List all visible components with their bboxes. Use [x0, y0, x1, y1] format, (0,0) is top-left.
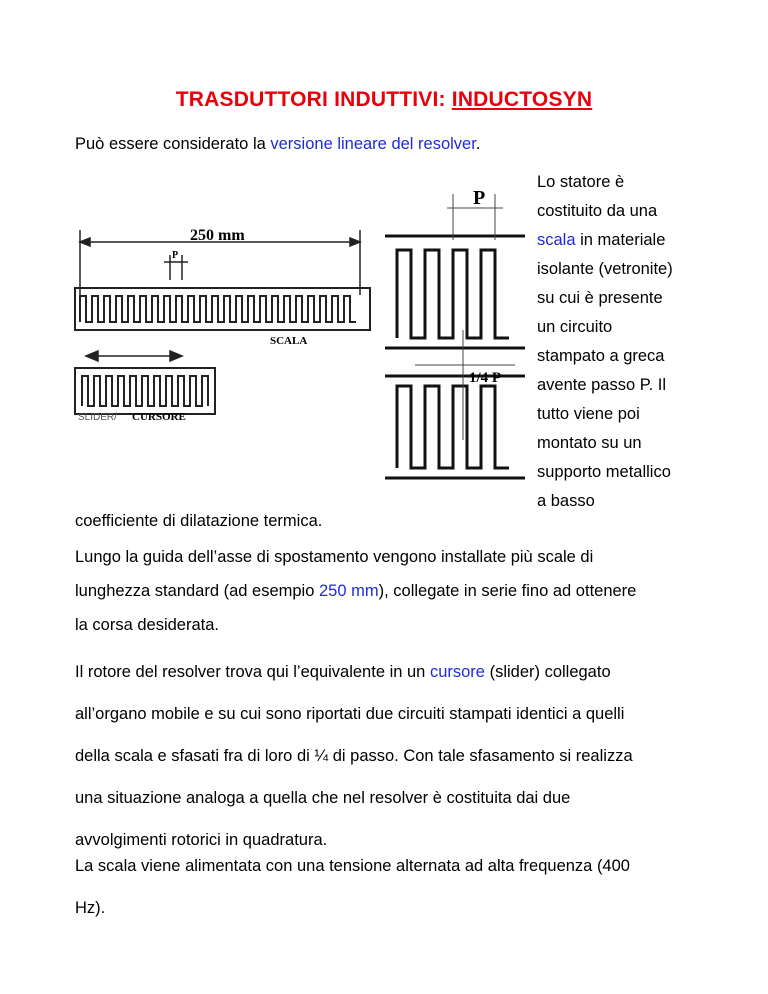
para3-line2: all’organo mobile e su cui sono riportati due circuiti stampati identici a quelli: [75, 705, 625, 723]
para3-l1c: (slider) collegato: [484, 663, 611, 681]
cursor-label: CURSORE: [132, 411, 186, 423]
detail-pitch-label: P: [473, 187, 486, 209]
side-line: costituito da una: [537, 202, 658, 220]
para2-line1: Lungo la guida dell’asse di spostamento vengono installate più scale di: [75, 548, 594, 566]
para3-line3: della scala e sfasati fra di loro di ¼ di passo. Con tale sfasamento si realizza: [75, 747, 633, 765]
paragraph-4: [75, 845, 630, 929]
para2-l2a: lunghezza standard (ad esempio: [75, 582, 319, 600]
para2-line2: [75, 574, 636, 608]
paragraph-2: [75, 540, 636, 642]
para4-line2: Hz).: [75, 899, 106, 917]
page-title: [0, 88, 768, 112]
side-line: a basso: [537, 492, 595, 510]
side-line: stampato a greca: [537, 347, 665, 365]
paragraph-3: [75, 651, 633, 861]
para4-line1: La scala viene alimentata con una tensione alternata ad alta frequenza (400: [75, 857, 630, 875]
slider-label: SLIDER/: [78, 412, 117, 423]
intro-line: [75, 135, 480, 154]
para2-250mm: 250 mm: [319, 582, 379, 600]
scale-meander: [80, 296, 356, 322]
para3-l1a: Il rotore del resolver trova qui l’equivalente in un: [75, 663, 430, 681]
arrow-left-icon: [80, 238, 90, 246]
quarter-pitch-label: 1/4 P: [469, 370, 502, 386]
side-line: Lo statore è: [537, 173, 625, 191]
side-line: supporto metallico: [537, 463, 671, 481]
scale-label: SCALA: [270, 335, 308, 347]
intro-end: .: [475, 135, 481, 153]
upper-meander: [397, 250, 509, 338]
side-line: un circuito: [537, 318, 613, 336]
title-prefix: TRASDUTTORI INDUTTIVI:: [175, 88, 452, 111]
side-line: montato su un: [537, 434, 642, 452]
side-line: [537, 226, 737, 255]
para2-line3: la corsa desiderata.: [75, 616, 219, 634]
side-line: su cui è presente: [537, 289, 663, 307]
side-line: isolante (vetronite): [537, 260, 673, 278]
para3-line4: una situazione analoga a quella che nel resolver è costituita dai due: [75, 789, 571, 807]
para3-line1: [75, 651, 633, 693]
slider-meander: [82, 376, 208, 406]
side-line-rest: in materiale: [575, 231, 666, 249]
side-line: tutto viene poi: [537, 405, 640, 423]
intro-text: Può essere considerato la: [75, 135, 271, 153]
scale-slider-figure: [70, 190, 380, 450]
slider-body: [75, 368, 215, 414]
para3-cursore: cursore: [429, 663, 485, 681]
dimension-label: 250 mm: [190, 227, 245, 244]
lower-meander: [397, 386, 509, 468]
arrow-right-icon: [350, 238, 360, 246]
side-text: [537, 168, 737, 516]
title-inductosyn: INDUCTOSYN: [451, 88, 593, 111]
meander-detail-figure: [385, 180, 525, 495]
slider-arrow-right-icon: [170, 351, 182, 361]
para1-line: coefficiente di dilatazione termica.: [75, 512, 323, 530]
scala-link: scala: [537, 231, 576, 249]
slider-arrow-left-icon: [86, 351, 98, 361]
para3-line5: avvolgimenti rotorici in quadratura.: [75, 831, 328, 849]
intro-link: versione lineare del resolver: [270, 135, 476, 153]
para2-l2c: ), collegate in serie fino ad ottenere: [378, 582, 637, 600]
pitch-label: P: [172, 250, 179, 261]
side-line: avente passo P. Il: [537, 376, 667, 394]
